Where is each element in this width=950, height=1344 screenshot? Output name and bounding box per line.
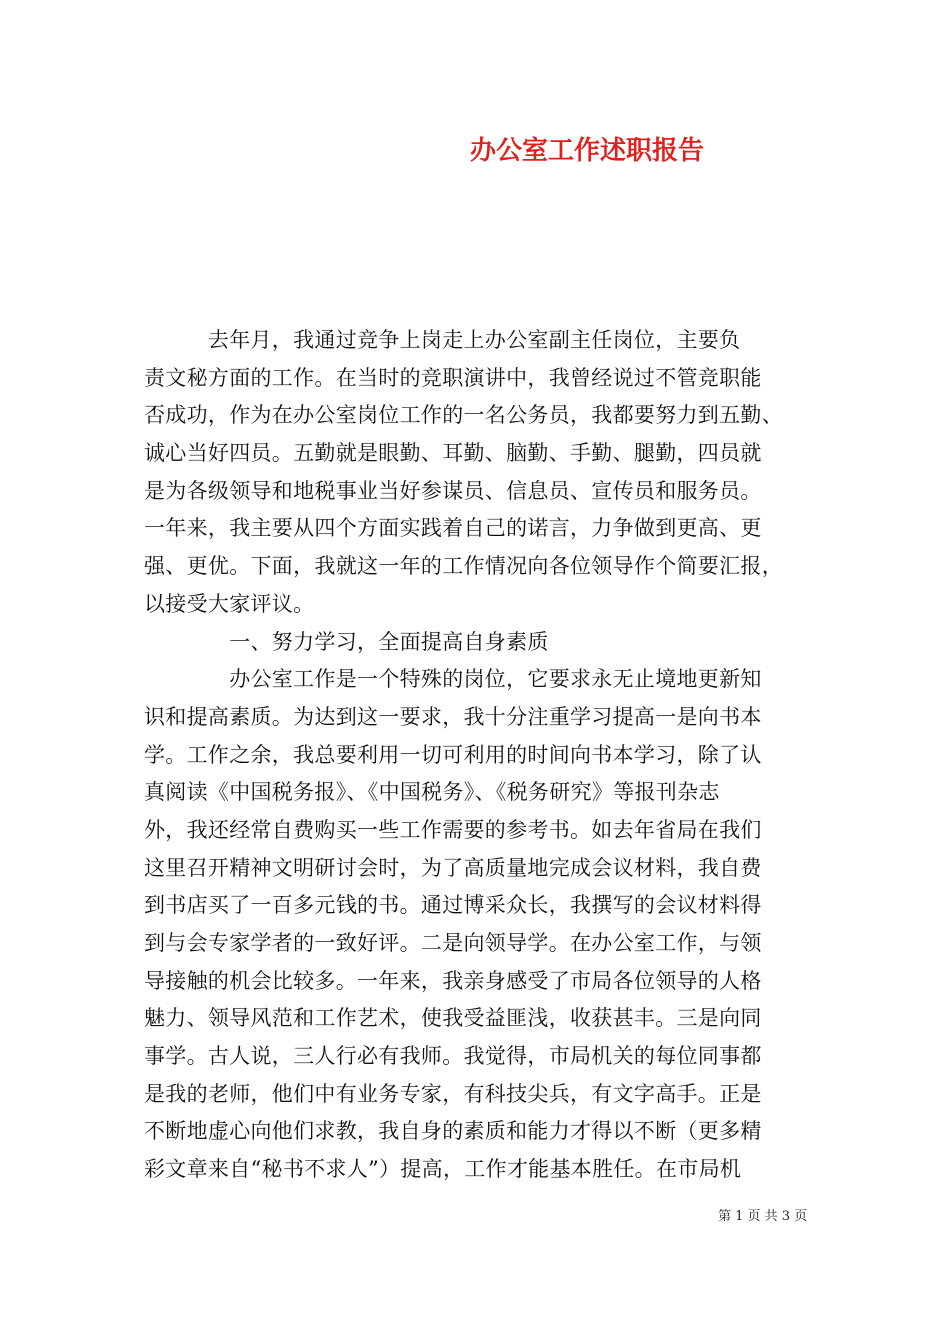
body-line: 学。工作之余，我总要利用一切可利用的时间向书本学习，除了认 bbox=[144, 742, 762, 767]
body-line: 真阅读《中国税务报》、《中国税务》、《税务研究》等报刊杂志 bbox=[144, 780, 720, 805]
body-line: 魅力、领导风范和工作艺术，使我受益匪浅，收获甚丰。三是向同 bbox=[144, 1006, 762, 1031]
page-footer: 第 1 页 共 3 页 bbox=[718, 1209, 808, 1224]
body-line: 导接触的机会比较多。一年来，我亲身感受了市局各位领导的人格 bbox=[144, 968, 762, 993]
body-line: 一、努力学习，全面提高自身素质 bbox=[144, 629, 549, 654]
document-title: 办公室工作述职报告 bbox=[470, 136, 705, 166]
body-line: 诚心当好四员。五勤就是眼勤、耳勤、脑勤、手勤、腿勤，四员就 bbox=[144, 441, 762, 466]
body-line: 去年月，我通过竞争上岗走上办公室副主任岗位，主要负 bbox=[144, 328, 741, 352]
body-line: 责文秘方面的工作。在当时的竞职演讲中，我曾经说过不管竞职能 bbox=[144, 365, 762, 390]
body-line: 一年来，我主要从四个方面实践着自己的诺言，力争做到更高、更 bbox=[144, 516, 762, 541]
body-line: 到书店买了一百多元钱的书。通过博采众长，我撰写的会议材料得 bbox=[144, 893, 762, 918]
body-line: 彩文章来自“秘书不求人”）提高，工作才能基本胜任。在市局机 bbox=[144, 1157, 742, 1182]
body-line: 识和提高素质。为达到这一要求，我十分注重学习提高一是向书本 bbox=[144, 704, 762, 729]
body-line: 强、更优。下面，我就这一年的工作情况向各位领导作个简要汇报， bbox=[144, 554, 783, 579]
body-line: 这里召开精神文明研讨会时，为了高质量地完成会议材料，我自费 bbox=[144, 855, 762, 880]
body-line: 以接受大家评议。 bbox=[144, 591, 315, 616]
body-line: 是为各级领导和地税事业当好参谋员、信息员、宣传员和服务员。 bbox=[144, 478, 762, 503]
body-line: 是我的老师，他们中有业务专家，有科技尖兵，有文字高手。正是 bbox=[144, 1081, 762, 1106]
body-line: 事学。古人说，三人行必有我师。我觉得，市局机关的每位同事都 bbox=[144, 1044, 762, 1069]
body-line: 办公室工作是一个特殊的岗位，它要求永无止境地更新知 bbox=[144, 667, 762, 692]
body-line: 到与会专家学者的一致好评。二是向领导学。在办公室工作，与领 bbox=[144, 931, 762, 955]
body-line: 否成功，作为在办公室岗位工作的一名公务员，我都要努力到五勤、 bbox=[144, 403, 783, 428]
document-body bbox=[144, 322, 808, 1189]
body-line: 外，我还经常自费购买一些工作需要的参考书。如去年省局在我们 bbox=[144, 817, 762, 842]
body-line: 不断地虚心向他们求教，我自身的素质和能力才得以不断（更多精 bbox=[144, 1119, 762, 1144]
